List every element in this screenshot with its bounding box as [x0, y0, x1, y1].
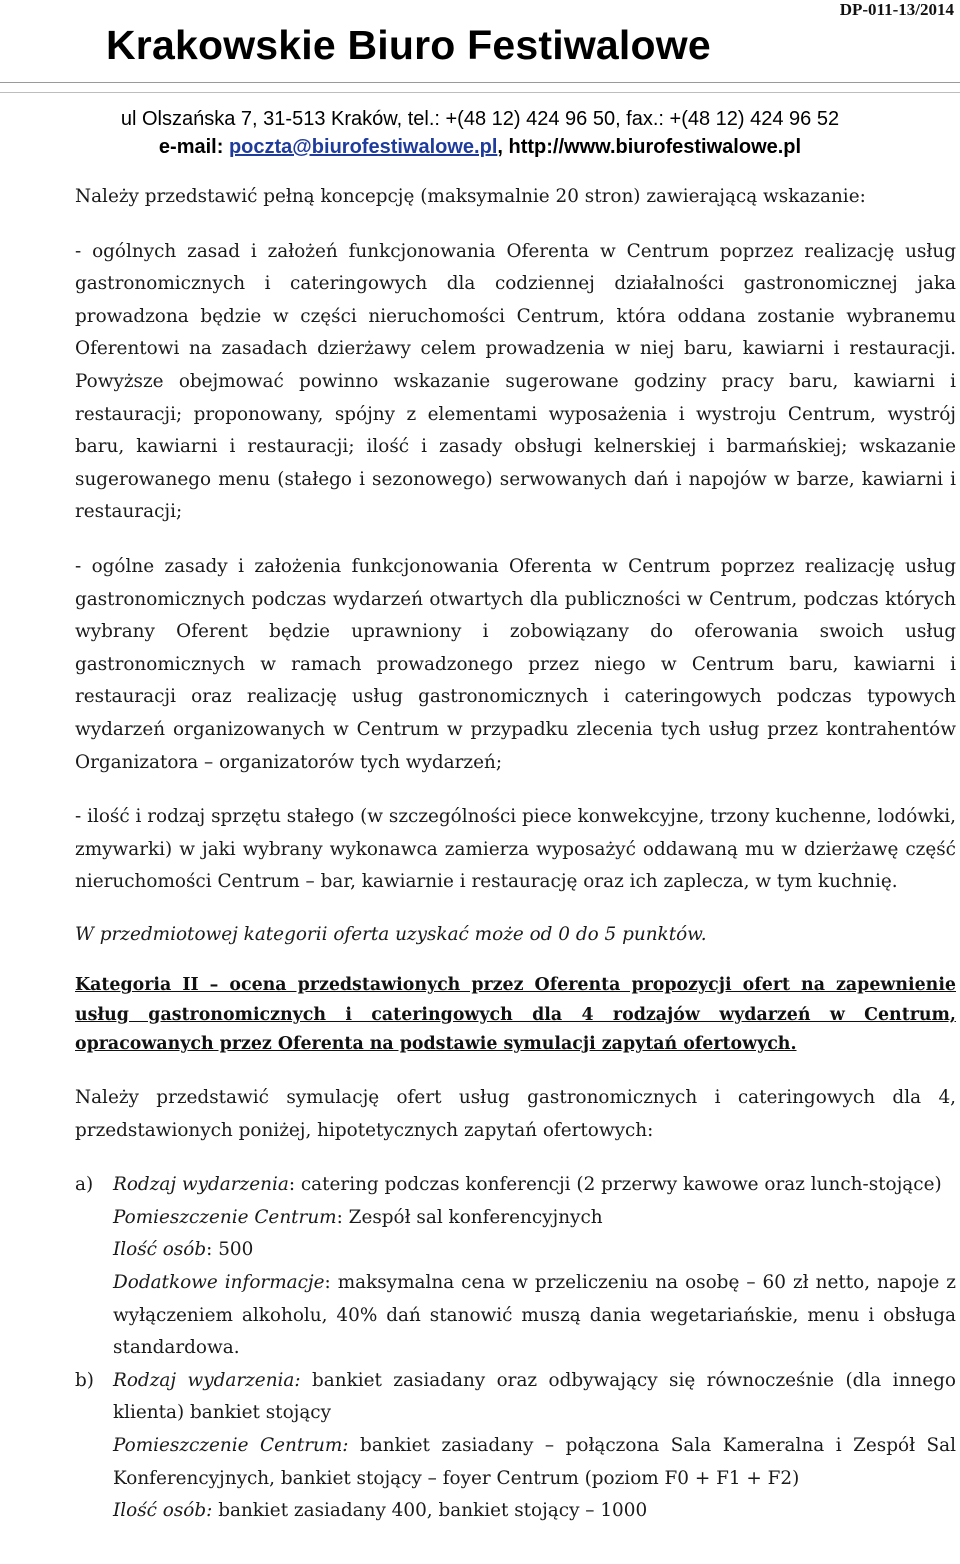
additional-info-value: : maksymalna cena w przeliczeniu na osobę – 60 zł netto, napoje z wyłączeniem alkoholu, 40% dań stanowić muszą dania wegetariańskie, menu i obsługa standardowa. [113, 1271, 956, 1359]
email-link[interactable]: poczta@biurofestiwalowe.pl [228, 136, 498, 158]
event-type-value: : catering podczas konferencji (2 przerwy kawowe oraz lunch-stojące) [288, 1174, 942, 1196]
additional-info-label: Dodatkowe informacje [113, 1271, 325, 1293]
contact-address: ul Olszańska 7, 31-513 Kraków, tel.: +(48 12) 424 96 50, fax.: +(48 12) 424 96 52 [120, 108, 840, 130]
requirement-point-3: - ilość i rodzaj sprzętu stałego (w szczególności piece konwekcyjne, trzony kuchenne, lodówki, zmywarki) w jaki wybrany wykonawca zamierza wyposażyć oddawaną mu w dzierżawę część nieruchomości Centrum – bar, kawiarnie i restaurację oraz ich zaplecza, w tym kuchnię. [75, 806, 956, 893]
contact-email-line [0, 136, 960, 159]
people-count-value: : 500 [206, 1239, 254, 1261]
document-body [75, 181, 956, 1528]
website-link[interactable]: , http://www.biurofestiwalowe.pl [497, 136, 802, 158]
room-value: bankiet zasiadany – połączona Sala Kameralna i Zespół Sal Konferencyjnych, bankiet stojący – foyer Centrum (poziom F0 + F1 + F2) [113, 1434, 956, 1489]
document-reference: DP-011-13/2014 [839, 0, 954, 19]
requirement-point-2: - ogólne zasady i założenia funkcjonowania Oferenta w Centrum poprzez realizację usług gastronomicznych podczas wydarzeń otwartych dla publiczności w Centrum, podczas których wybrany Oferent będzie uprawniony i zobowiązany do oferowania swoich usług gastronomicznych w ramach prowadzonego przez niego w Centrum baru, kawiarni i restauracji oraz realizację usług gastronomicznych i cateringowych podczas typowych wydarzeń organizowanych w Centrum w przypadku zlecenia tych usług przez kontrahentów Organizatora – organizatorów tych wydarzeń; [75, 555, 956, 773]
room-value: : Zespół sal konferencyjnych [336, 1206, 603, 1228]
event-type-value: bankiet zasiadany oraz odbywający się równocześnie (dla innego klienta) bankiet stojący [113, 1369, 956, 1424]
room-label: Pomieszczenie Centrum [113, 1206, 337, 1228]
category-heading: Kategoria II – ocena przedstawionych przez Oferenta propozycji ofert na zapewnienie usług gastronomicznych i cateringowych dla 4 rodzajów wydarzeń w Centrum, opracowanych przez Oferenta na podstawie symulacji zapytań ofertowych. [75, 975, 956, 1055]
event-type-label: Rodzaj wydarzenia [113, 1174, 289, 1196]
people-count-label: Ilość osób: [113, 1500, 213, 1522]
people-count-value: bankiet zasiadany 400, bankiet stojący – 1000 [212, 1500, 648, 1522]
requirement-point-1: - ogólnych zasad i założeń funkcjonowania Oferenta w Centrum poprzez realizację usług gastronomicznych i cateringowych dla codziennej działalności gastronomicznej jaka prowadzona będzie w części nieruchomości Centrum, która oddana zostanie wybranemu Oferentowi na zasadach dzierżawy celem prowadzenia w niej baru, kawiarni i restauracji. Powyższe obejmować powinno wskazanie sugerowane godziny pracy baru, kawiarni i restauracji; proponowany, spójny z elementami wyposażenia i wystroju Centrum, wystrój baru, kawiarni i restauracji; ilość i zasady obsługi kelnerskiej i barmańskiej; wskazanie sugerowanego menu (stałego i sezonowego) serwowanych dań i napojów w barze, kawiarni i restauracji; [75, 240, 956, 523]
header-divider [0, 82, 960, 83]
list-item-a [75, 1169, 956, 1365]
header-divider-secondary [0, 92, 960, 93]
points-note: W przedmiotowej kategorii oferta uzyskać może od 0 do 5 punktów. [75, 923, 707, 945]
event-type-label: Rodzaj wydarzenia: [113, 1369, 301, 1391]
list-marker: a) [75, 1174, 94, 1196]
simulation-intro: Należy przedstawić symulację ofert usług gastronomicznych i cateringowych dla 4, przedstawionych poniżej, hipotetycznych zapytań ofertowych: [75, 1086, 956, 1141]
people-count-label: Ilość osób [113, 1239, 207, 1261]
organization-name: Krakowskie Biuro Festiwalowe [106, 22, 711, 68]
intro-paragraph: Należy przedstawić pełną koncepcję (maksymalnie 20 stron) zawierającą wskazanie: [75, 186, 866, 207]
email-prefix: e-mail: [158, 136, 229, 158]
list-marker: b) [75, 1369, 94, 1391]
list-item-b [75, 1365, 956, 1528]
room-label: Pomieszczenie Centrum: [113, 1434, 349, 1456]
